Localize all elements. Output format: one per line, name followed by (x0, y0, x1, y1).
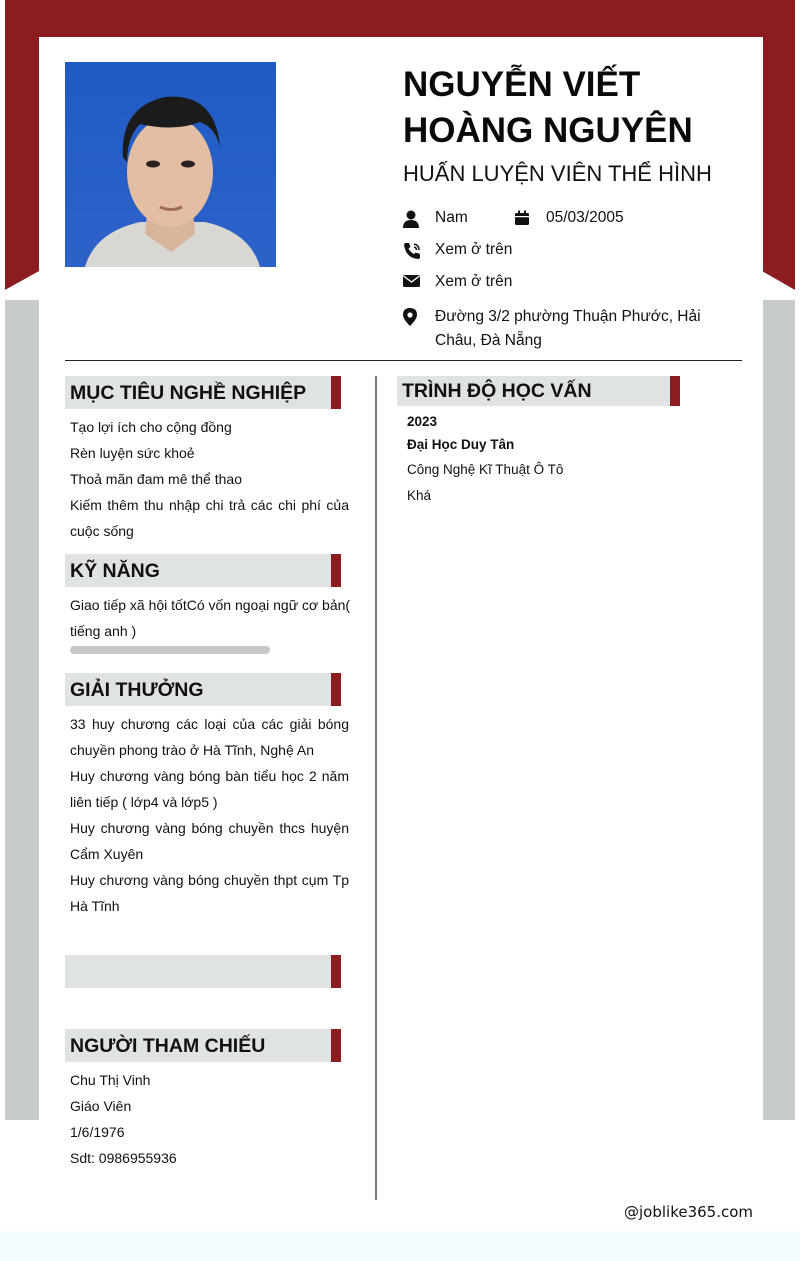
awards-title: GIẢI THƯỞNG (70, 679, 204, 701)
list-item: Kiếm thêm thu nhập chi trả các chi phí của cuộc sống (70, 497, 349, 539)
reference-position: Giáo Viên (70, 1098, 132, 1114)
blank-section-header (65, 955, 341, 988)
skills-header (65, 554, 341, 587)
objective-list (70, 414, 349, 544)
accent-bar (331, 1029, 341, 1062)
awards-list (70, 711, 349, 919)
list-item: Huy chương vàng bóng chuyền thpt cụm Tp Hà Tĩnh (70, 872, 349, 914)
list-item: Rèn luyện sức khoẻ (70, 445, 195, 461)
reference-name: Chu Thị Vinh (70, 1072, 151, 1088)
name-line-1: NGUYỄN VIẾT (403, 65, 641, 104)
accent-bar (331, 673, 341, 706)
education-year: 2023 (407, 414, 438, 429)
education-header (397, 376, 680, 406)
list-item: 33 huy chương các loại của các giải bóng chuyền phong trào ở Hà Tĩnh, Nghệ An (70, 716, 349, 758)
column-divider (375, 376, 377, 1200)
name-line-2: HOÀNG NGUYÊN (403, 111, 693, 150)
user-icon (403, 210, 421, 228)
list-item: Huy chương vàng bóng bàn tiểu học 2 năm liên tiếp ( lớp4 và lớp5 ) (70, 768, 349, 810)
address-line-2: Châu, Đà Nẵng (435, 332, 542, 349)
education-school: Đại Học Duy Tân (407, 437, 515, 452)
list-item: Tạo lợi ích cho cộng đồng (70, 419, 232, 435)
map-pin-icon (403, 308, 421, 326)
phone-icon (403, 242, 421, 260)
bottom-strip (0, 1231, 800, 1261)
calendar-icon (514, 210, 532, 228)
list-item: Huy chương vàng bóng chuyền thcs huyện Cẩm Xuyên (70, 820, 349, 862)
dob-value: 05/03/2005 (546, 209, 624, 226)
site-watermark: @joblike365.com (624, 1203, 754, 1221)
awards-header (65, 673, 341, 706)
address-line-1: Đường 3/2 phường Thuận Phước, Hải (435, 308, 701, 325)
objective-header (65, 376, 341, 409)
accent-bar (331, 376, 341, 409)
email-value: Xem ở trên (435, 273, 513, 290)
address-row (403, 305, 701, 353)
phone-row (403, 241, 512, 260)
left-gray-band (5, 300, 41, 1120)
objective-title: MỤC TIÊU NGHỀ NGHIỆP (70, 382, 307, 404)
dob-row (514, 209, 624, 228)
list-item: Thoả mãn đam mê thể thao (70, 471, 242, 487)
references-title: NGƯỜI THAM CHIẾU (70, 1035, 266, 1057)
right-gray-band (763, 300, 795, 1120)
phone-value: Xem ở trên (435, 241, 513, 258)
envelope-icon (403, 274, 421, 292)
references-list (70, 1067, 349, 1171)
accent-bar (331, 955, 341, 988)
skills-title: KỸ NĂNG (70, 560, 160, 582)
accent-bar (670, 376, 680, 406)
references-header (65, 1029, 341, 1062)
candidate-name (403, 62, 743, 154)
education-major: Công Nghệ Kĩ Thuật Ô Tô (407, 462, 564, 477)
accent-bar (331, 554, 341, 587)
reference-phone: Sdt: 0986955936 (70, 1150, 177, 1166)
gender-value: Nam (435, 209, 468, 226)
header-divider (65, 360, 742, 361)
profile-photo (65, 62, 276, 267)
education-title: TRÌNH ĐỘ HỌC VẤN (402, 380, 592, 402)
education-grade: Khá (407, 488, 432, 503)
gender-row (403, 209, 468, 228)
skill-level-bar (70, 646, 270, 654)
reference-date: 1/6/1976 (70, 1124, 125, 1140)
email-row (403, 273, 512, 292)
job-title: HUẤN LUYỆN VIÊN THỂ HÌNH (403, 161, 712, 186)
address-value (435, 305, 701, 353)
skills-text: Giao tiếp xã hội tốtCó vốn ngoại ngữ cơ bản( tiếng anh ) (70, 597, 351, 639)
